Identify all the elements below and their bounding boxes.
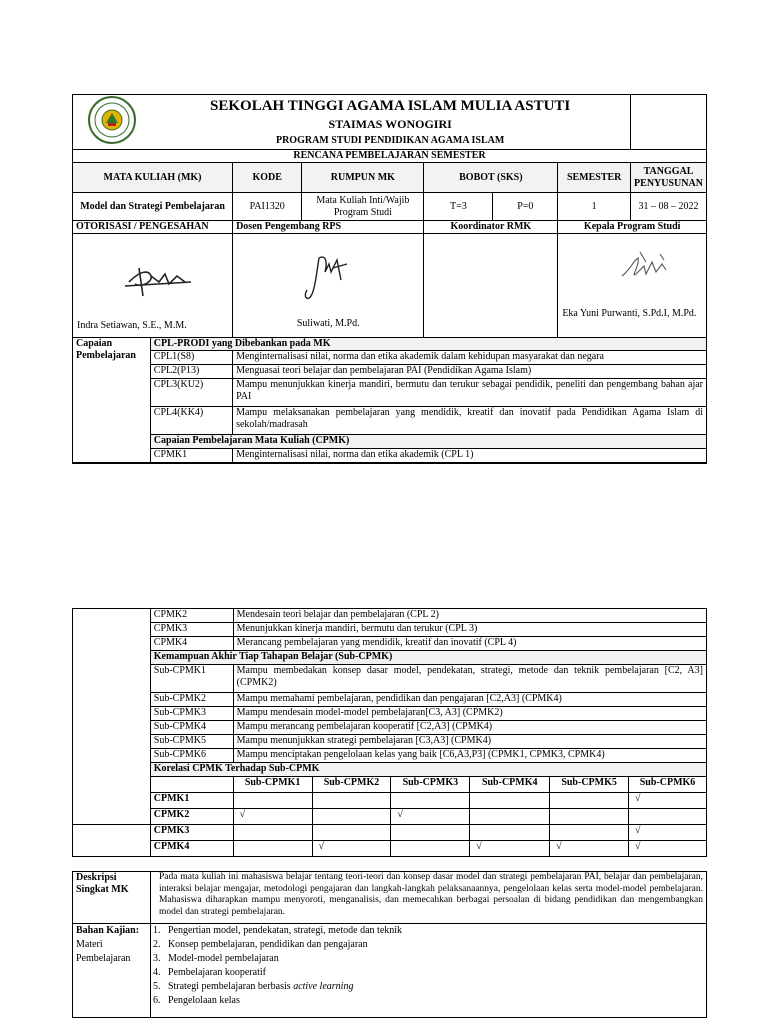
matrix-row-label: CPMK4 xyxy=(150,841,233,857)
signature-cell-3 xyxy=(424,234,558,338)
list-item: 1. Pengertian model, pendekatan, strategi, metode dan teknik xyxy=(152,925,403,936)
matrix-cell: √ xyxy=(629,825,707,841)
cpl-text: Mampu melaksanakan pembelajaran yang mendidik, kreatif dan inovatif pada Pendidikan Agama Islam di sekolah/madrasah xyxy=(233,407,707,435)
matrix-cell xyxy=(312,825,391,841)
program-name: PROGRAM STUDI PENDIDIKAN AGAMA ISLAM xyxy=(275,135,505,146)
developer-label: Dosen Pengembang RPS xyxy=(233,221,424,234)
header-blank-cell xyxy=(631,95,707,150)
bahan-kajian-cell xyxy=(73,924,151,1018)
cpl-code: CPL4(KK4) xyxy=(150,407,232,435)
signature-cell-2 xyxy=(233,234,424,338)
cpmk-header: Capaian Pembelajaran Mata Kuliah (CPMK) xyxy=(150,435,706,449)
cpl-text: Menguasai teori belajar dan pembelajaran PAI (Pendidikan Agama Islam) xyxy=(233,365,707,379)
document-title: RENCANA PEMBELAJARAN SEMESTER xyxy=(73,150,707,163)
signature-2 xyxy=(297,250,357,310)
sub-cpmk-text: Mampu menunjukkan strategi pembelajaran [C3,A3] (CPMK4) xyxy=(233,735,706,749)
matrix-cell xyxy=(550,825,629,841)
signer-2-name: Suliwati, M.Pd. xyxy=(296,318,360,329)
matrix-cell xyxy=(391,825,470,841)
matrix-cell xyxy=(312,793,391,809)
matrix-corner xyxy=(150,777,233,793)
list-item: 5. Strategi pembelajaran berbasis active learning xyxy=(152,981,354,992)
rps-header-table xyxy=(72,94,707,464)
col-header-credits: BOBOT (SKS) xyxy=(424,163,558,193)
signature-1 xyxy=(121,260,201,300)
matrix-cell: √ xyxy=(312,841,391,857)
matrix-cell xyxy=(470,825,550,841)
matrix-cell xyxy=(391,841,470,857)
matrix-cell: √ xyxy=(550,841,629,857)
cpmk-text: Mendesain teori belajar dan pembelajaran (CPL 2) xyxy=(233,609,706,623)
cpl-code: CPL1(S8) xyxy=(150,351,232,365)
institution-name: SEKOLAH TINGGI AGAMA ISLAM MULIA ASTUTI xyxy=(210,98,571,114)
coordinator-label: Koordinator RMK xyxy=(424,221,558,234)
institution-logo xyxy=(80,95,144,145)
matrix-row-label: CPMK2 xyxy=(150,809,233,825)
course-date: 31 – 08 – 2022 xyxy=(631,193,707,221)
col-header-family: RUMPUN MK xyxy=(302,163,424,193)
authorization-label: OTORISASI / PENGESAHAN xyxy=(73,221,233,234)
col-header-course: MATA KULIAH (MK) xyxy=(73,163,233,193)
cpmk-code: CPMK2 xyxy=(150,609,233,623)
cpmk-text: Merancang pembelajaran yang mendidik, kreatif dan inovatif (CPL 4) xyxy=(233,637,706,651)
sub-cpmk-code: Sub-CPMK6 xyxy=(150,749,233,763)
matrix-col-header: Sub-CPMK2 xyxy=(312,777,391,793)
learning-outcomes-label: Capaian Pembelajaran xyxy=(73,338,151,463)
sub-cpmk-code: Sub-CPMK5 xyxy=(150,735,233,749)
cpl-text: Menginternalisasi nilai, norma dan etika akademik dalam kehidupan masyarakat dan negara xyxy=(233,351,707,365)
bahan-kajian-label: Bahan Kajian: xyxy=(76,925,140,936)
matrix-cell xyxy=(470,793,550,809)
signature-3 xyxy=(616,248,676,288)
course-name: Model dan Strategi Pembelajaran xyxy=(73,193,233,221)
matrix-cell xyxy=(391,793,470,809)
matrix-cell: √ xyxy=(470,841,550,857)
sub-cpmk-code: Sub-CPMK2 xyxy=(150,693,233,707)
description-text: Pada mata kuliah ini mahasiswa belajar tentang teori-teori dan konsep dasar model dan strategi pembelajaran PAI, belajar dan pembelajaran, interaksi belajar mengajar, metodologi pengajaran dan langkah-langkah pelaksanaannya, pengelolaan kelas serta model-model pembelajaran. Mahasiswa diharapkan mampu menyoroti, menganalisis, dan memecahkan berbagai persoalan di bidang pendidikan dan mengembangkan model dan strategi pembelajaran. xyxy=(150,872,706,924)
matrix-cell xyxy=(233,825,312,841)
matrix-col-header: Sub-CPMK6 xyxy=(629,777,707,793)
cpl-code: CPL3(KU2) xyxy=(150,379,232,407)
cpl-text: Mampu menunjukkan kinerja mandiri, bermutu dan terukur sebagai pendidik, peneliti dan pengembang bahan ajar PAI xyxy=(233,379,707,407)
matrix-cell: √ xyxy=(629,841,707,857)
korelasi-header: Korelasi CPMK Terhadap Sub-CPMK xyxy=(150,763,706,777)
matrix-row-label: CPMK3 xyxy=(150,825,233,841)
sub-cpmk-text: Mampu mendesain model-model pembelajaran[C3, A3] (CPMK2) xyxy=(233,707,706,721)
sub-cpmk-text: Mampu menciptakan pengelolaan kelas yang baik [C6,A3,P3] (CPMK1, CPMK3, CPMK4) xyxy=(233,749,706,763)
matrix-row-label: CPMK1 xyxy=(150,793,233,809)
description-label: Deskripsi Singkat MK xyxy=(73,872,151,924)
matrix-cell xyxy=(550,809,629,825)
signature-cell-4 xyxy=(558,234,707,338)
matrix-col-header: Sub-CPMK5 xyxy=(550,777,629,793)
list-item: 2. Konsep pembelajaran, pendidikan dan pengajaran xyxy=(152,939,368,950)
rps-description-table xyxy=(72,871,707,1018)
sub-cpmk-code: Sub-CPMK1 xyxy=(150,665,233,693)
cpl-code: CPL2(P13) xyxy=(150,365,232,379)
credits-theory: T=3 xyxy=(424,193,493,221)
list-item: 4. Pembelajaran kooperatif xyxy=(152,967,266,978)
cpmk-code: CPMK4 xyxy=(150,637,233,651)
cpmk-code: CPMK1 xyxy=(150,449,232,463)
sub-cpmk-header: Kemampuan Akhir Tiap Tahapan Belajar (Sub-CPMK) xyxy=(150,651,706,665)
matrix-cell xyxy=(550,793,629,809)
matrix-cell xyxy=(629,809,707,825)
sub-cpmk-code: Sub-CPMK4 xyxy=(150,721,233,735)
sub-cpmk-text: Mampu membedakan konsep dasar model, pendekatan, strategi, metode dan teknik pembelajaran [C2, A3] (CPMK2) xyxy=(233,665,706,693)
signer-1-name: Indra Setiawan, S.E., M.M. xyxy=(77,320,187,331)
logo-cell xyxy=(73,95,151,150)
matrix-cell xyxy=(312,809,391,825)
left-blank-cell xyxy=(73,609,151,825)
bahan-kajian-list xyxy=(150,924,706,1018)
sub-cpmk-text: Mampu merancang pembelajaran kooperatif [C2,A3] (CPMK4) xyxy=(233,721,706,735)
list-item: 6. Pengelolaan kelas xyxy=(152,995,240,1006)
col-header-date: TANGGAL PENYUSUNAN xyxy=(631,163,707,193)
signature-cell-1 xyxy=(73,234,233,338)
cpl-header: CPL-PRODI yang Dibebankan pada MK xyxy=(150,338,706,351)
matrix-cell: √ xyxy=(629,793,707,809)
col-header-code: KODE xyxy=(233,163,302,193)
sub-cpmk-code: Sub-CPMK3 xyxy=(150,707,233,721)
cpmk-text: Menginternalisasi nilai, norma dan etika akademik (CPL 1) xyxy=(233,449,707,463)
cpmk-code: CPMK3 xyxy=(150,623,233,637)
matrix-col-header: Sub-CPMK1 xyxy=(233,777,312,793)
col-header-semester: SEMESTER xyxy=(558,163,631,193)
matrix-col-header: Sub-CPMK3 xyxy=(391,777,470,793)
institution-short-name: STAIMAS WONOGIRI xyxy=(328,117,452,131)
matrix-cell xyxy=(233,841,312,857)
matrix-cell: √ xyxy=(391,809,470,825)
course-family: Mata Kuliah Inti/Wajib Program Studi xyxy=(302,193,424,221)
signer-3-name: Eka Yuni Purwanti, S.Pd.I, M.Pd. xyxy=(562,308,697,319)
sub-cpmk-text: Mampu memahami pembelajaran, pendidikan dan pengajaran [C2,A3] (CPMK4) xyxy=(233,693,706,707)
rps-detail-table xyxy=(72,608,707,857)
course-code: PAI1320 xyxy=(233,193,302,221)
credits-practice: P=0 xyxy=(493,193,558,221)
matrix-cell xyxy=(233,793,312,809)
list-item: 3. Model-model pembelajaran xyxy=(152,953,279,964)
course-semester: 1 xyxy=(558,193,631,221)
bahan-kajian-sublabel: Materi Pembelajaran xyxy=(76,939,131,964)
matrix-cell: √ xyxy=(233,809,312,825)
matrix-cell xyxy=(470,809,550,825)
head-label: Kepala Program Studi xyxy=(558,221,707,234)
cpmk-text: Menunjukkan kinerja mandiri, bermutu dan terukur (CPL 3) xyxy=(233,623,706,637)
matrix-col-header: Sub-CPMK4 xyxy=(470,777,550,793)
